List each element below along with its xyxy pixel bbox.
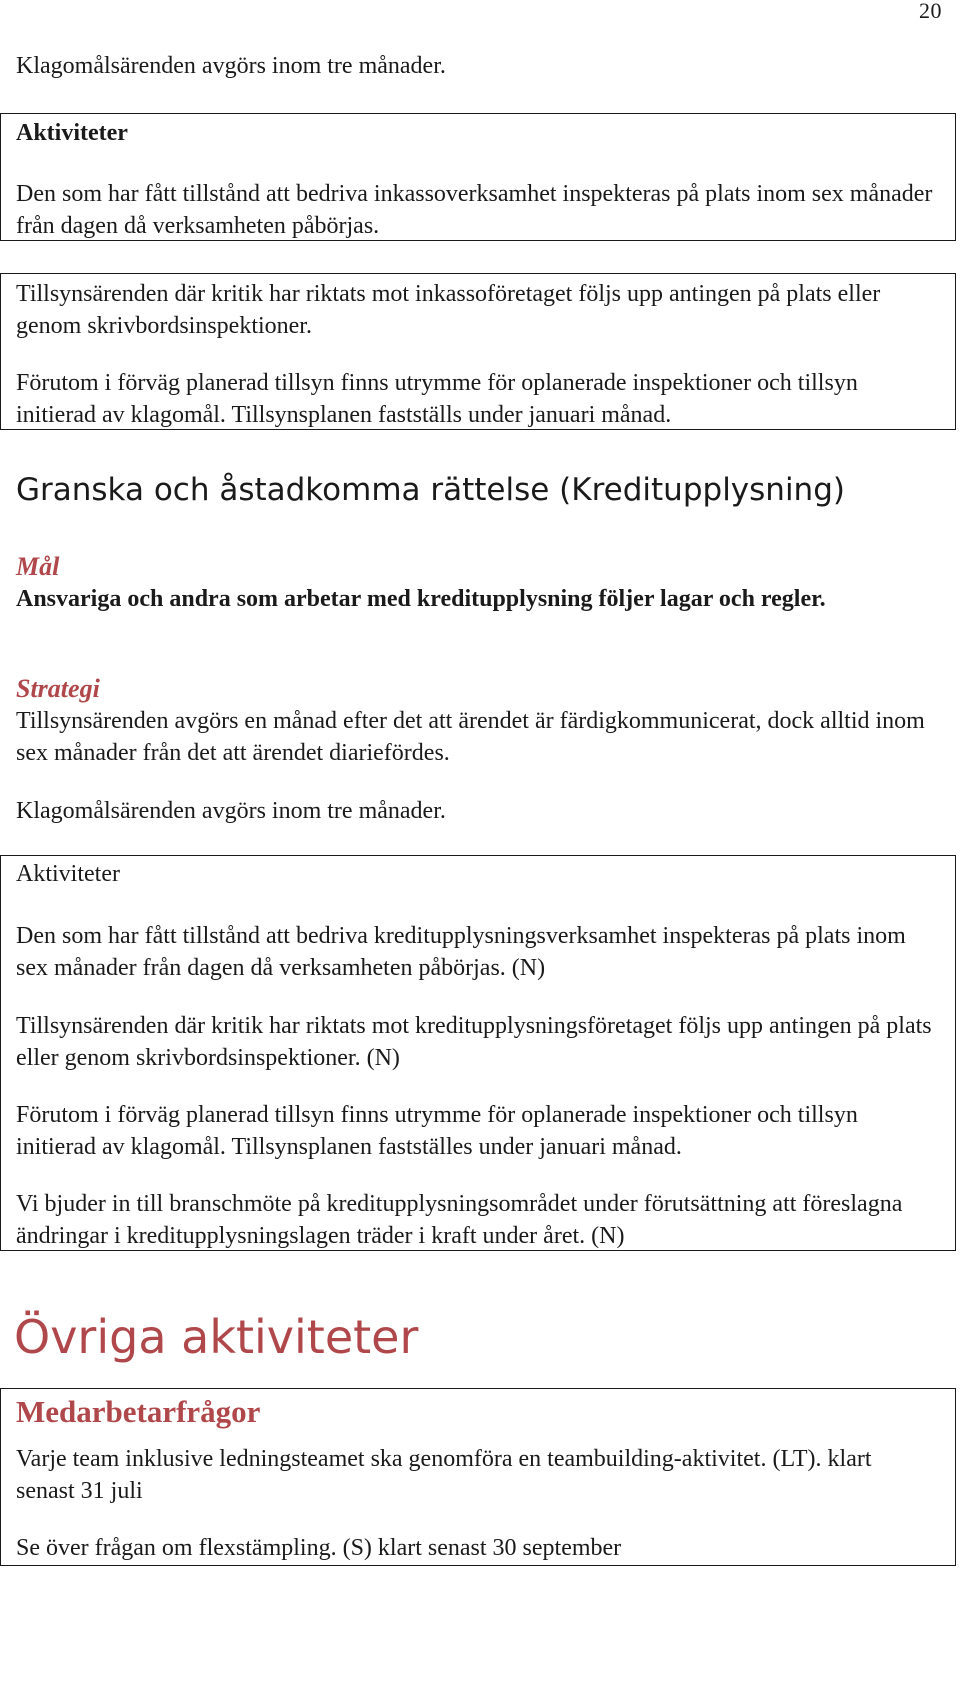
activity-paragraph: Förutom i förväg planerad tillsyn finns utrymme för oplanerade inspektioner och tillsyn initierad av klagomål. Tillsynsplanen fastställs under januari månad. — [16, 370, 858, 428]
activity-paragraph: Den som har fått tillstånd att bedriva kreditupplysningsverksamhet inspekteras på plats inom sex månader från dagen då verksamheten påbörjas. (N) — [16, 923, 906, 981]
mal-label: Mål — [16, 552, 60, 581]
aktiviteter-heading: Aktiviteter — [16, 120, 128, 146]
medarbetar-paragraph: Se över frågan om flexstämpling. (S) klart senast 30 september — [16, 1535, 622, 1561]
medarbetar-heading: Medarbetarfrågor — [16, 1394, 261, 1429]
mal-text: Ansvariga och andra som arbetar med kreditupplysning följer lagar och regler. — [16, 586, 826, 612]
medarbetar-paragraph: Varje team inklusive ledningsteamet ska genomföra en teambuilding-aktivitet. (LT). klart senast 31 juli — [16, 1446, 872, 1504]
page-number: 20 — [919, 0, 942, 23]
strategi-text: Tillsynsärenden avgörs en månad efter det att ärendet är färdigkommunicerat, dock alltid inom sex månader från det att ärendet diariefördes. — [16, 708, 925, 766]
activity-paragraph: Förutom i förväg planerad tillsyn finns utrymme för oplanerade inspektioner och tillsyn initierad av klagomål. Tillsynsplanen fastställes under januari månad. — [16, 1102, 858, 1160]
aktiviteter-heading: Aktiviteter — [16, 861, 120, 887]
activity-paragraph: Vi bjuder in till branschmöte på kreditupplysningsområdet under förutsättning att föreslagna ändringar i kreditupplysningslagen träder i kraft under året. (N) — [16, 1191, 903, 1249]
activity-paragraph: Den som har fått tillstånd att bedriva inkassoverksamhet inspekteras på plats inom sex månader från dagen då verksamheten påbörjas. — [16, 181, 933, 239]
klagomal-text: Klagomålsärenden avgörs inom tre månader. — [16, 798, 446, 824]
strategi-label: Strategi — [16, 674, 100, 703]
activity-paragraph: Tillsynsärenden där kritik har riktats mot kreditupplysningsföretaget följs upp antingen på plats eller genom skrivbordsinspektioner. (N) — [16, 1013, 932, 1071]
section-title-kreditupplysning: Granska och åstadkomma rättelse (Kreditupplysning) — [16, 472, 845, 508]
section-title-ovriga: Övriga aktiviteter — [14, 1310, 419, 1364]
activity-paragraph: Tillsynsärenden där kritik har riktats mot inkassoföretaget följs upp antingen på plats eller genom skrivbordsinspektioner. — [16, 281, 881, 339]
paragraph-klagomal: Klagomålsärenden avgörs inom tre månader. — [16, 53, 446, 79]
